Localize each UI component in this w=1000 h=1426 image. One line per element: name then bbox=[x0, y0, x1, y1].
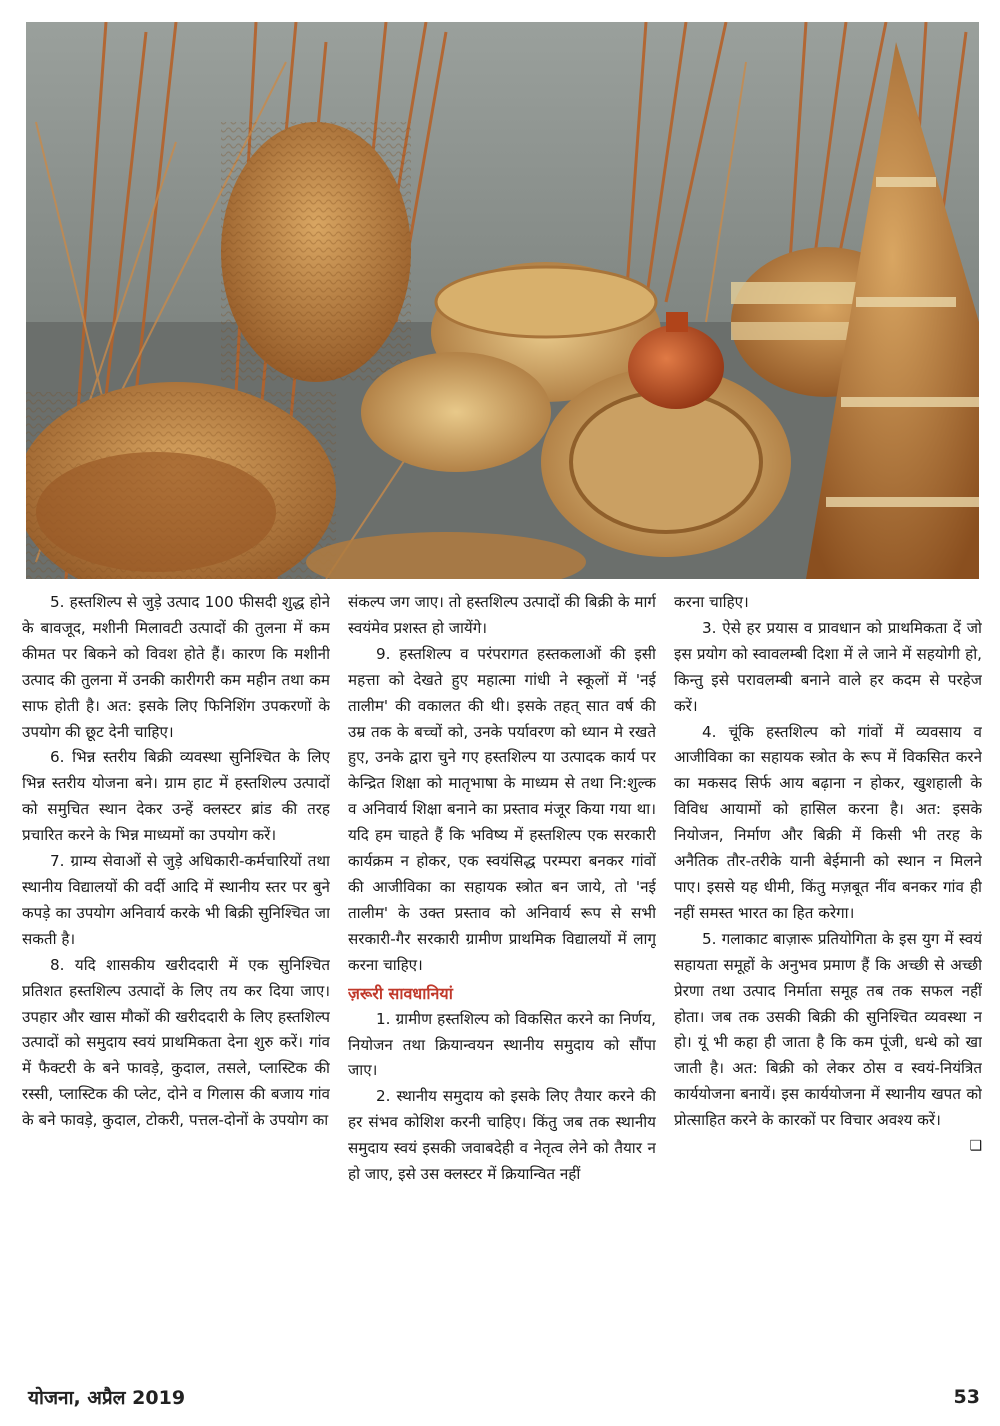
paragraph: 2. स्थानीय समुदाय को इसके लिए तैयार करने की हर संभव कोशिश करनी चाहिए। किंतु जब तक स्थानीय समुदाय स्वयं इसकी जवाबदेही व नेतृत्व लेने को तैयार न हो जाए, इसे उस क्लस्टर में क्रियान्वित नहीं bbox=[348, 1087, 656, 1184]
paragraph: 6. भिन्न स्तरीय बिक्री व्यवस्था सुनिश्चित के लिए भिन्न स्तरीय योजना बने। ग्राम हाट में हस्तशिल्प उत्पादों को समुचित स्थान देकर उन्हें क्लस्टर ब्रांड की तरह प्रचारित करने के भिन्न माध्यमों का उपयोग करें। bbox=[22, 748, 330, 845]
page-number: 53 bbox=[953, 1386, 980, 1408]
article-photo bbox=[26, 22, 979, 579]
column-2 bbox=[348, 590, 656, 1352]
paragraph: 5. गलाकाट बाज़ारू प्रतियोगिता के इस युग में स्वयं सहायता समूहों के अनुभव प्रमाण हैं कि अच्छी से अच्छी प्रेरणा तथा उत्पाद निर्माता समूह तब तक सफल नहीं होता। जब तक उसकी बिक्री की सुनिश्चित व्यवस्था न हो। यूं भी कहा ही जाता है कि कम पूंजी, धन्धे को खा जाती है। अत: बिक्री को लेकर ठोस व स्वयं-नियंत्रित कार्ययोजना बनायें। इस कार्ययोजना में स्थानीय खपत को प्रोत्साहित करने के कारकों पर विचार अवश्य करें। bbox=[674, 929, 982, 1130]
column-1 bbox=[22, 590, 330, 1352]
paragraph: 9. हस्तशिल्प व परंपरागत हस्तकलाओं की इसी महत्ता को देखते हुए महात्मा गांधी ने स्कूलों में 'नई तालीम' की वकालत की थी। इसके तहत् सात वर्ष की उम्र तक के बच्चों को, उनके पर्यावरण को ध्यान मे रखते हुए, उनके द्वारा चुने गए हस्तशिल्प या उत्पादक कार्य पर केन्द्रित शिक्षा को मातृभाषा के माध्यम से तथा नि:शुल्क व अनिवार्य शिक्षा बनाने का प्रस्ताव मंजूर किया गया था। यदि हम चाहते हैं कि भविष्य में हस्तशिल्प एक सरकारी कार्यक्रम न होकर, एक स्वयंसिद्ध परम्परा बनकर गांवों की आजीविका का सहायक स्त्रोत बन जाये, तो 'नई तालीम' के उक्त प्रस्ताव को अनिवार्य रूप से सभी सरकारी-गैर सरकारी ग्रामीण प्राथमिक विद्यालयों में लागू करना चाहिए। bbox=[348, 644, 656, 974]
paragraph: 1. ग्रामीण हस्तशिल्प को विकसित करने का निर्णय, नियोजन तथा क्रियान्वयन स्थानीय समुदाय को सौंपा जाए। bbox=[348, 1009, 656, 1080]
paragraph: 4. चूंकि हस्तशिल्प को गांवों में व्यवसाय व आजीविका का सहायक स्त्रोत के रूप में विकसित करने का मकसद सिर्फ आय बढ़ाना न होकर, खुशहाली के विविध आयामों को हासिल करना है। अत: इसके नियोजन, निर्माण और बिक्री में किसी भी तरह के अनैतिक तौर-तरीके यानी बेईमानी को स्थान न मिलने पाए। इससे यह धीमी, किंतु मज़बूत नींव बनकर गांव ही नहीं समस्त भारत का हित करेगा। bbox=[674, 722, 982, 922]
column-3 bbox=[674, 590, 982, 1352]
paragraph: 3. ऐसे हर प्रयास व प्रावधान को प्राथमिकता दें जो इस प्रयोग को स्वावलम्बी दिशा में ले जाने में सहयोगी हो, किन्तु इसे परावलम्बी बनाने वाले हर कदम से परहेज करें। bbox=[674, 618, 982, 715]
paragraph: 5. हस्तशिल्प से जुड़े उत्पाद 100 फीसदी शुद्ध होने के बावजूद, मशीनी मिलावटी उत्पादों की तुलना में कम कीमत पर बिकने को विवश होते हैं। कारण कि मशीनी उत्पाद की तुलना में उनकी कारीगरी कम महीन तथा कम साफ होती है। अत: इसके लिए फिनिशिंग उपकरणों के उपयोग की छूट देनी चाहिए। bbox=[22, 593, 330, 741]
paragraph-continued: संकल्प जग जाए। तो हस्तशिल्प उत्पादों की बिक्री के मार्ग स्वयंमेव प्रशस्त हो जायेंगे। bbox=[348, 593, 656, 637]
paragraph: 7. ग्राम्य सेवाओं से जुड़े अधिकारी-कर्मचारियों तथा स्थानीय विद्यालयों की वर्दी आदि में स्थानीय स्तर पर बुने कपड़े का उपयोग अनिवार्य करके भी बिक्री सुनिश्चित जा सकती है। bbox=[22, 852, 330, 948]
wicker-baskets-photo bbox=[26, 22, 979, 579]
section-heading: ज़रूरी सावधानियां bbox=[348, 983, 453, 1003]
paragraph-continued: करना चाहिए। bbox=[674, 593, 749, 611]
article-columns bbox=[22, 590, 982, 1352]
end-of-article-icon: ❑ bbox=[969, 1138, 982, 1155]
magazine-issue: योजना, अप्रैल 2019 bbox=[28, 1387, 186, 1409]
page-footer bbox=[28, 1384, 980, 1410]
paragraph: 8. यदि शासकीय खरीददारी में एक सुनिश्चित प्रतिशत हस्तशिल्प उत्पादों के लिए तय कर दिया जाए। उपहार और खास मौकों की खरीददारी के लिए हस्तशिल्प उत्पादों को समुदाय स्वयं प्राथमिकता देना शुरु करें। गांव में फैक्टरी के बने फावड़े, कुदाल, तसले, प्लास्टिक की रस्सी, प्लास्टिक की प्लेट, दोने व गिलास की बजाय गांव के बने फावड़े, कुदाल, टोकरी, पत्तल-दोनों के उपयोग का bbox=[22, 955, 330, 1130]
